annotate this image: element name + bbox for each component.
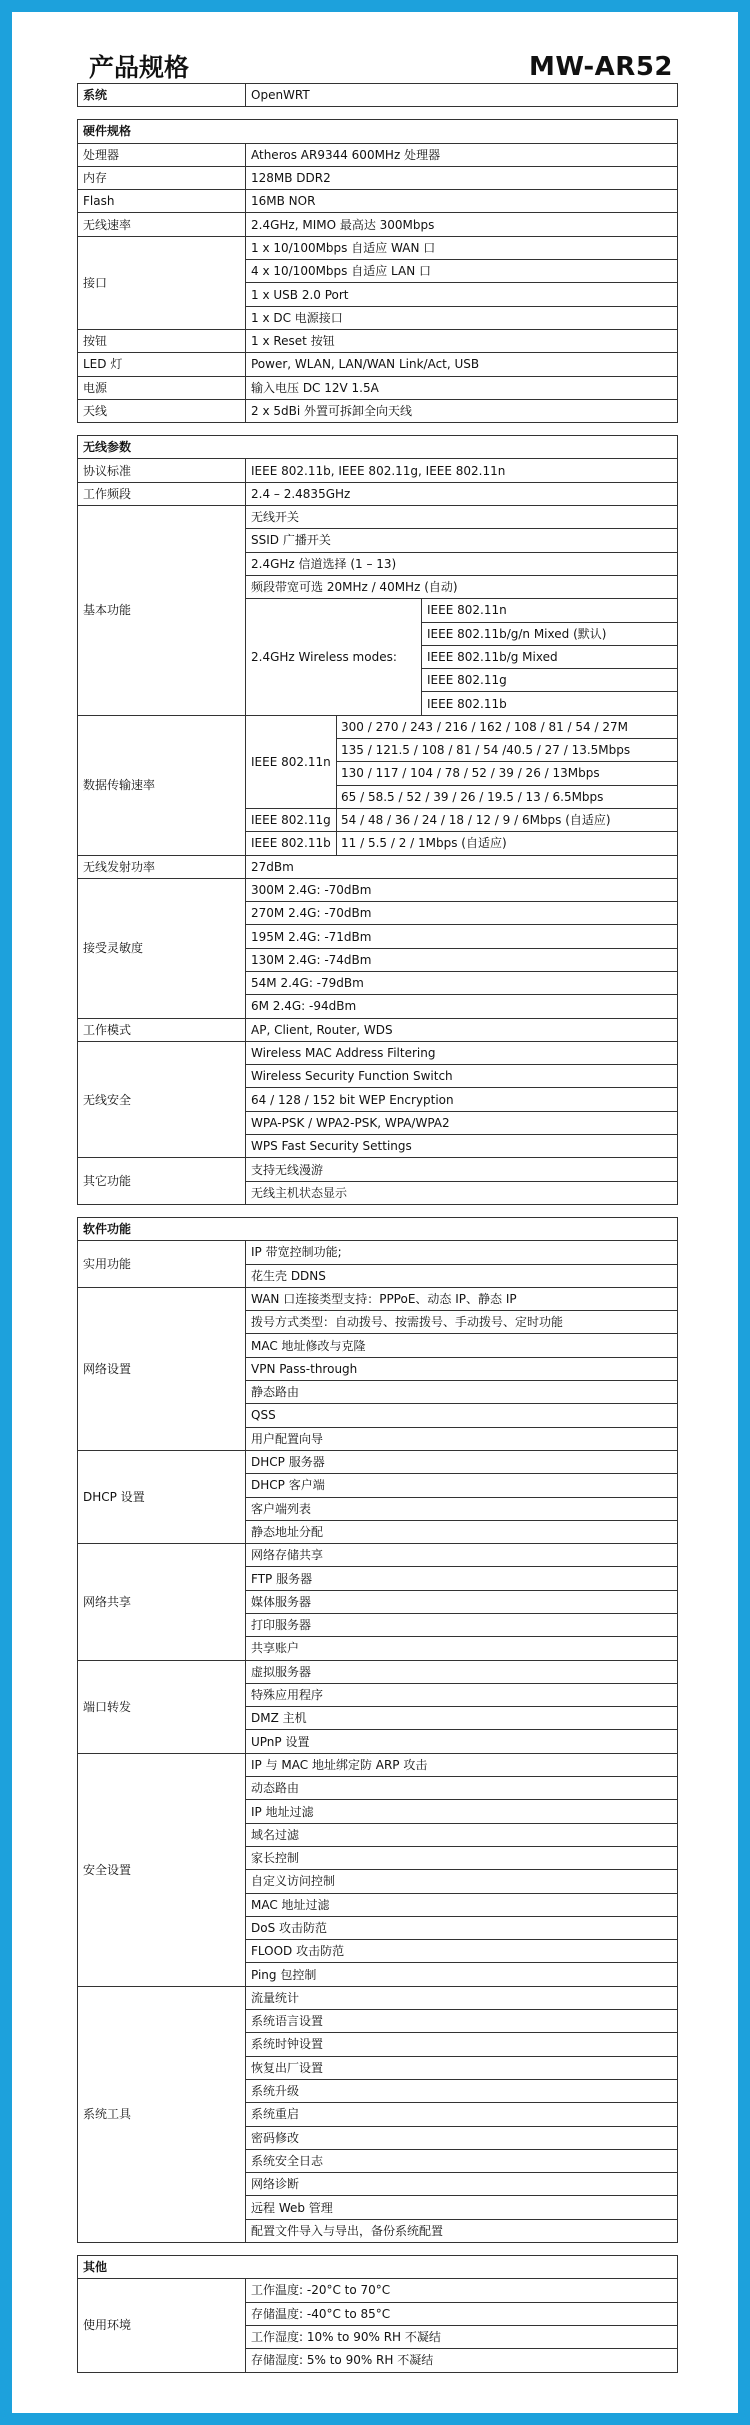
spec-value: 6M 2.4G: -94dBm (246, 995, 678, 1018)
spec-label: 无线安全 (78, 1041, 246, 1157)
spec-value: 130M 2.4G: -74dBm (246, 948, 678, 971)
spec-value: FLOOD 攻击防范 (246, 1940, 678, 1963)
table-row (78, 84, 678, 107)
spec-value: 2.4GHz, MIMO 最高达 300Mbps (246, 213, 678, 236)
spec-label: Flash (78, 190, 246, 213)
hardware-table (77, 119, 678, 423)
spec-label: 处理器 (78, 143, 246, 166)
spec-value: 系统升级 (246, 2079, 678, 2102)
spec-value: 拨号方式类型：自动拨号、按需拨号、手动拨号、定时功能 (246, 1311, 678, 1334)
spec-value: IEEE 802.11n (422, 599, 678, 622)
table-row (78, 213, 678, 236)
spec-value: IP 与 MAC 地址绑定防 ARP 攻击 (246, 1753, 678, 1776)
spec-value: 恢复出厂设置 (246, 2056, 678, 2079)
wireless-table (77, 435, 678, 1205)
table-row (78, 1753, 678, 1776)
spec-value: 工作湿度: 10% to 90% RH 不凝结 (246, 2325, 678, 2348)
spec-value: IEEE 802.11b (422, 692, 678, 715)
spec-value: DHCP 客户端 (246, 1474, 678, 1497)
spec-value: 虚拟服务器 (246, 1660, 678, 1683)
spec-value: 特殊应用程序 (246, 1683, 678, 1706)
spec-label: 接受灵敏度 (78, 878, 246, 1018)
spec-value: Wireless Security Function Switch (246, 1065, 678, 1088)
other-table (77, 2255, 678, 2372)
table-row (78, 878, 678, 901)
spec-value: 195M 2.4G: -71dBm (246, 925, 678, 948)
spec-value: WPS Fast Security Settings (246, 1135, 678, 1158)
spec-value: 128MB DDR2 (246, 166, 678, 189)
spec-value: 客户端列表 (246, 1497, 678, 1520)
spec-label: 天线 (78, 399, 246, 422)
table-row (78, 190, 678, 213)
spec-value: 配置文件导入与导出，备份系统配置 (246, 2219, 678, 2242)
spec-value: 300 / 270 / 243 / 216 / 162 / 108 / 81 / 54 / 27M (337, 715, 678, 738)
section-title: 软件功能 (78, 1217, 678, 1240)
spec-value: SSID 广播开关 (246, 529, 678, 552)
spec-label: 无线速率 (78, 213, 246, 236)
spec-value: QSS (246, 1404, 678, 1427)
spec-value: 系统时钟设置 (246, 2033, 678, 2056)
spec-label: 按钮 (78, 329, 246, 352)
spec-value: IEEE 802.11b/g Mixed (422, 645, 678, 668)
spec-value: 4 x 10/100Mbps 自适应 LAN 口 (246, 260, 678, 283)
table-row (78, 329, 678, 352)
spec-value: VPN Pass-through (246, 1357, 678, 1380)
spec-value: 用户配置向导 (246, 1427, 678, 1450)
spec-label: 其它功能 (78, 1158, 246, 1205)
spec-value: 300M 2.4G: -70dBm (246, 878, 678, 901)
spec-content (77, 83, 678, 2373)
spec-label: 使用环境 (78, 2279, 246, 2372)
spec-value: OpenWRT (246, 84, 678, 107)
spec-value: UPnP 设置 (246, 1730, 678, 1753)
table-row (78, 855, 678, 878)
spec-sublabel: IEEE 802.11n (246, 715, 337, 808)
spec-label: 网络设置 (78, 1287, 246, 1450)
spec-value: 花生壳 DDNS (246, 1264, 678, 1287)
system-table (77, 83, 678, 107)
model-name: MW-AR52 (529, 52, 673, 82)
spec-value: 域名过滤 (246, 1823, 678, 1846)
spec-value: DoS 攻击防范 (246, 1916, 678, 1939)
spec-value: 家长控制 (246, 1846, 678, 1869)
spec-value: 系统语言设置 (246, 2010, 678, 2033)
spec-label: 系统 (78, 84, 246, 107)
spec-label: 网络共享 (78, 1544, 246, 1660)
spec-value: Atheros AR9344 600MHz 处理器 (246, 143, 678, 166)
spec-value: 打印服务器 (246, 1614, 678, 1637)
spec-value: 54 / 48 / 36 / 24 / 18 / 12 / 9 / 6Mbps (自适应) (337, 808, 678, 831)
spec-value: 系统重启 (246, 2103, 678, 2126)
spec-value: 密码修改 (246, 2126, 678, 2149)
spec-label: 基本功能 (78, 506, 246, 716)
spec-value: 输入电压 DC 12V 1.5A (246, 376, 678, 399)
table-row (78, 2279, 678, 2302)
spec-value: Ping 包控制 (246, 1963, 678, 1986)
spec-value: 工作温度: -20°C to 70°C (246, 2279, 678, 2302)
table-row (78, 482, 678, 505)
spec-sublabel: IEEE 802.11b (246, 832, 337, 855)
spec-value: IP 带宽控制功能; (246, 1241, 678, 1264)
section-title: 硬件规格 (78, 120, 678, 143)
spec-value: DMZ 主机 (246, 1707, 678, 1730)
table-row (78, 1986, 678, 2009)
spec-value: IEEE 802.11b, IEEE 802.11g, IEEE 802.11n (246, 459, 678, 482)
spec-value: 1 x DC 电源接口 (246, 306, 678, 329)
table-row (78, 143, 678, 166)
spec-label: 工作频段 (78, 482, 246, 505)
spec-label: 数据传输速率 (78, 715, 246, 855)
spec-label: 协议标准 (78, 459, 246, 482)
spec-value: 静态路由 (246, 1381, 678, 1404)
spec-value: Power, WLAN, LAN/WAN Link/Act, USB (246, 353, 678, 376)
table-row (78, 506, 678, 529)
spec-value: 2.4GHz 信道选择 (1 – 13) (246, 552, 678, 575)
spec-value: IEEE 802.11b/g/n Mixed (默认) (422, 622, 678, 645)
spec-value: IEEE 802.11g (422, 669, 678, 692)
spec-value: 共享账户 (246, 1637, 678, 1660)
spec-value: 无线主机状态显示 (246, 1181, 678, 1204)
spec-label: 内存 (78, 166, 246, 189)
table-row (78, 166, 678, 189)
spec-value: 16MB NOR (246, 190, 678, 213)
table-row (78, 1544, 678, 1567)
spec-value: 频段带宽可选 20MHz / 40MHz (自动) (246, 575, 678, 598)
table-row (78, 376, 678, 399)
table-row (78, 1660, 678, 1683)
spec-value: MAC 地址修改与克隆 (246, 1334, 678, 1357)
table-row (78, 1158, 678, 1181)
spec-value: IP 地址过滤 (246, 1800, 678, 1823)
spec-value: 130 / 117 / 104 / 78 / 52 / 39 / 26 / 13Mbps (337, 762, 678, 785)
spec-label: 端口转发 (78, 1660, 246, 1753)
spec-value: WAN 口连接类型支持：PPPoE、动态 IP、静态 IP (246, 1287, 678, 1310)
spec-value: 网络诊断 (246, 2173, 678, 2196)
spec-value: 27dBm (246, 855, 678, 878)
spec-label: DHCP 设置 (78, 1450, 246, 1543)
spec-sublabel: IEEE 802.11g (246, 808, 337, 831)
table-row (78, 399, 678, 422)
spec-value: 自定义访问控制 (246, 1870, 678, 1893)
spec-value: 2 x 5dBi 外置可拆卸全向天线 (246, 399, 678, 422)
spec-value: DHCP 服务器 (246, 1450, 678, 1473)
spec-value: 1 x Reset 按钮 (246, 329, 678, 352)
spec-value: 1 x 10/100Mbps 自适应 WAN 口 (246, 236, 678, 259)
spec-label: 实用功能 (78, 1241, 246, 1288)
spec-label: 无线发射功率 (78, 855, 246, 878)
spec-value: 支持无线漫游 (246, 1158, 678, 1181)
spec-value: MAC 地址过滤 (246, 1893, 678, 1916)
spec-label: 接口 (78, 236, 246, 329)
spec-value: AP, Client, Router, WDS (246, 1018, 678, 1041)
software-table (77, 1217, 678, 2243)
spec-label: 工作模式 (78, 1018, 246, 1041)
spec-value: 远程 Web 管理 (246, 2196, 678, 2219)
spec-value: Wireless MAC Address Filtering (246, 1041, 678, 1064)
spec-value: 54M 2.4G: -79dBm (246, 971, 678, 994)
spec-value: 11 / 5.5 / 2 / 1Mbps (自适应) (337, 832, 678, 855)
spec-label: 安全设置 (78, 1753, 246, 1986)
spec-value: 系统安全日志 (246, 2149, 678, 2172)
table-row (78, 1241, 678, 1264)
spec-value: 存储温度: -40°C to 85°C (246, 2302, 678, 2325)
spec-value: WPA-PSK / WPA2-PSK, WPA/WPA2 (246, 1111, 678, 1134)
spec-value: 270M 2.4G: -70dBm (246, 902, 678, 925)
spec-value: 无线开关 (246, 506, 678, 529)
table-row (78, 1287, 678, 1310)
spec-value: 1 x USB 2.0 Port (246, 283, 678, 306)
spec-page (12, 12, 738, 2413)
spec-value: 65 / 58.5 / 52 / 39 / 26 / 19.5 / 13 / 6.5Mbps (337, 785, 678, 808)
table-row (78, 236, 678, 259)
table-row (78, 1450, 678, 1473)
table-row (78, 459, 678, 482)
spec-value: 2.4 – 2.4835GHz (246, 482, 678, 505)
table-row (78, 1041, 678, 1064)
spec-value: 64 / 128 / 152 bit WEP Encryption (246, 1088, 678, 1111)
section-title: 其他 (78, 2256, 678, 2279)
spec-value: 网络存储共享 (246, 1544, 678, 1567)
table-row (78, 1018, 678, 1041)
spec-sublabel: 2.4GHz Wireless modes: (246, 599, 422, 715)
spec-value: 流量统计 (246, 1986, 678, 2009)
section-title: 无线参数 (78, 436, 678, 459)
table-row (78, 353, 678, 376)
table-row (78, 715, 678, 738)
spec-value: 静态地址分配 (246, 1520, 678, 1543)
spec-value: 动态路由 (246, 1777, 678, 1800)
spec-value: FTP 服务器 (246, 1567, 678, 1590)
spec-value: 存储湿度: 5% to 90% RH 不凝结 (246, 2349, 678, 2372)
spec-label: 电源 (78, 376, 246, 399)
spec-value: 媒体服务器 (246, 1590, 678, 1613)
spec-label: LED 灯 (78, 353, 246, 376)
page-title: 产品规格 (89, 53, 190, 82)
spec-value: 135 / 121.5 / 108 / 81 / 54 /40.5 / 27 / 13.5Mbps (337, 739, 678, 762)
spec-label: 系统工具 (78, 1986, 246, 2242)
